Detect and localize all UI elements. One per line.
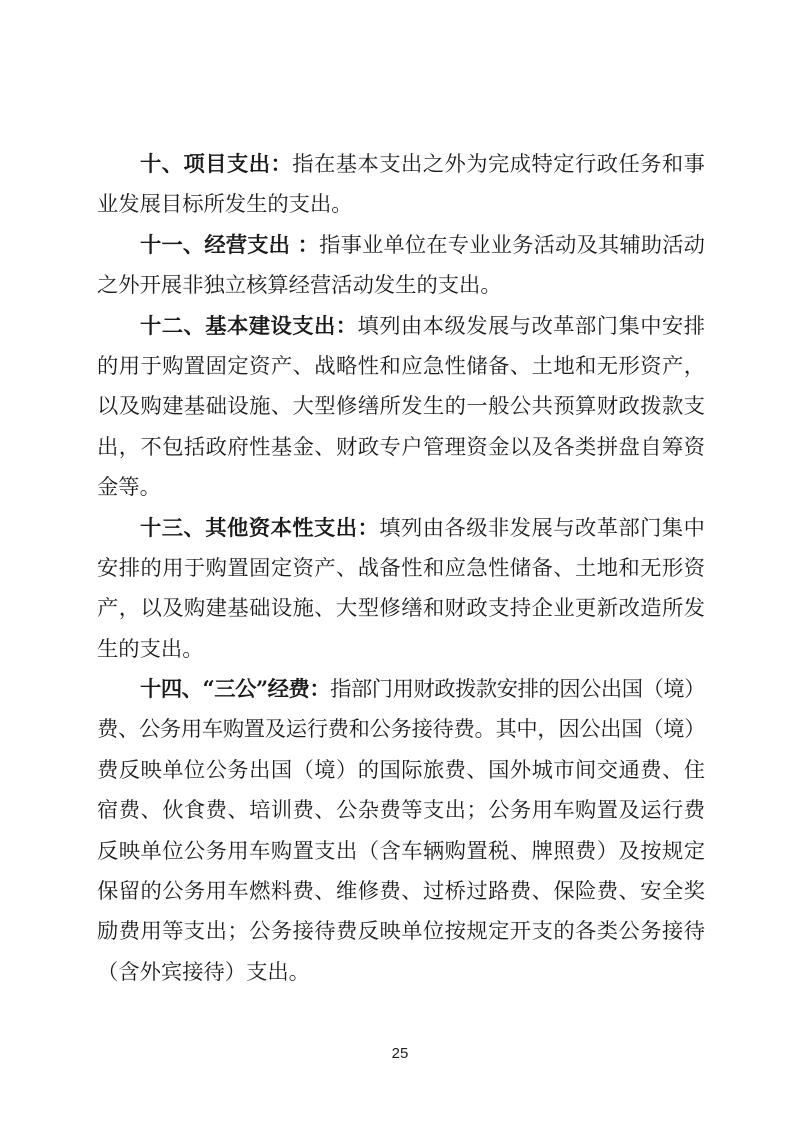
paragraph-line: 费、公务用车购置及运行费和公务接待费。其中，因公出国（境） xyxy=(97,717,705,743)
paragraph-line: 金等。 xyxy=(97,475,161,501)
paragraph-heading: 十一、经营支出 ： xyxy=(140,232,320,258)
paragraph-heading: 十四、“三公”经费： xyxy=(140,677,331,703)
paragraph-text: 指事业单位在专业业务活动及其辅助活动 xyxy=(319,232,705,258)
paragraph-line: 保留的公务用车燃料费、维修费、过桥过路费、保险费、安全奖 xyxy=(97,879,705,905)
paragraph-first-line xyxy=(97,145,705,185)
paragraph-line: 产，以及购建基础设施、大型修缮和财政支持企业更新改造所发 xyxy=(97,596,705,622)
paragraph-line: 之外开展非独立核算经营活动发生的支出。 xyxy=(97,273,502,299)
paragraph-first-line xyxy=(97,670,705,710)
paragraph-line: 反映单位公务用车购置支出（含车辆购置税、牌照费）及按规定 xyxy=(97,838,705,864)
paragraph-text: 填列由本级发展与改革部门集中安排 xyxy=(357,313,705,339)
paragraph-line: 安排的用于购置固定资产、战备性和应急性储备、土地和无形资 xyxy=(97,555,705,581)
paragraph-line: 出，不包括政府性基金、财政专户管理资金以及各类拼盘自筹资 xyxy=(97,434,705,460)
paragraph-heading: 十、项目支出： xyxy=(140,152,293,177)
paragraph-line: 以及购建基础设施、大型修缮所发生的一般公共预算财政拨款支 xyxy=(97,394,705,420)
paragraph-text: 指在基本支出之外为完成特定行政任务和事 xyxy=(292,152,705,177)
paragraph-text: 填列由各级非发展与改革部门集中 xyxy=(379,515,705,541)
paragraph-heading: 十二、基本建设支出： xyxy=(140,313,358,339)
paragraph-text: 指部门用财政拨款安排的因公出国（境） xyxy=(330,677,705,703)
page-number: 25 xyxy=(391,1045,409,1062)
document-body xyxy=(97,145,705,993)
paragraph-line: 费反映单位公务出国（境）的国际旅费、国外城市间交通费、住 xyxy=(97,757,705,783)
paragraph-line: 的用于购置固定资产、战略性和应急性储备、土地和无形资产， xyxy=(97,353,705,379)
paragraph-first-line xyxy=(97,226,705,266)
paragraph-three-public-expenses xyxy=(97,670,705,993)
paragraph-line: （含外宾接待）支出。 xyxy=(97,959,310,985)
paragraph-line: 生的支出。 xyxy=(97,636,204,662)
paragraph-other-capital-expenditure xyxy=(97,509,705,671)
paragraph-line: 业发展目标所发生的支出。 xyxy=(97,192,353,218)
paragraph-project-expenditure xyxy=(97,145,705,226)
paragraph-first-line xyxy=(97,307,705,347)
paragraph-line: 励费用等支出；公务接待费反映单位按规定开支的各类公务接待 xyxy=(97,919,705,945)
paragraph-operating-expenditure xyxy=(97,226,705,307)
paragraph-first-line xyxy=(97,509,705,549)
paragraph-capital-construction-expenditure xyxy=(97,307,705,509)
paragraph-heading: 十三、其他资本性支出： xyxy=(140,515,380,541)
paragraph-line: 宿费、伙食费、培训费、公杂费等支出；公务用车购置及运行费 xyxy=(97,798,705,824)
